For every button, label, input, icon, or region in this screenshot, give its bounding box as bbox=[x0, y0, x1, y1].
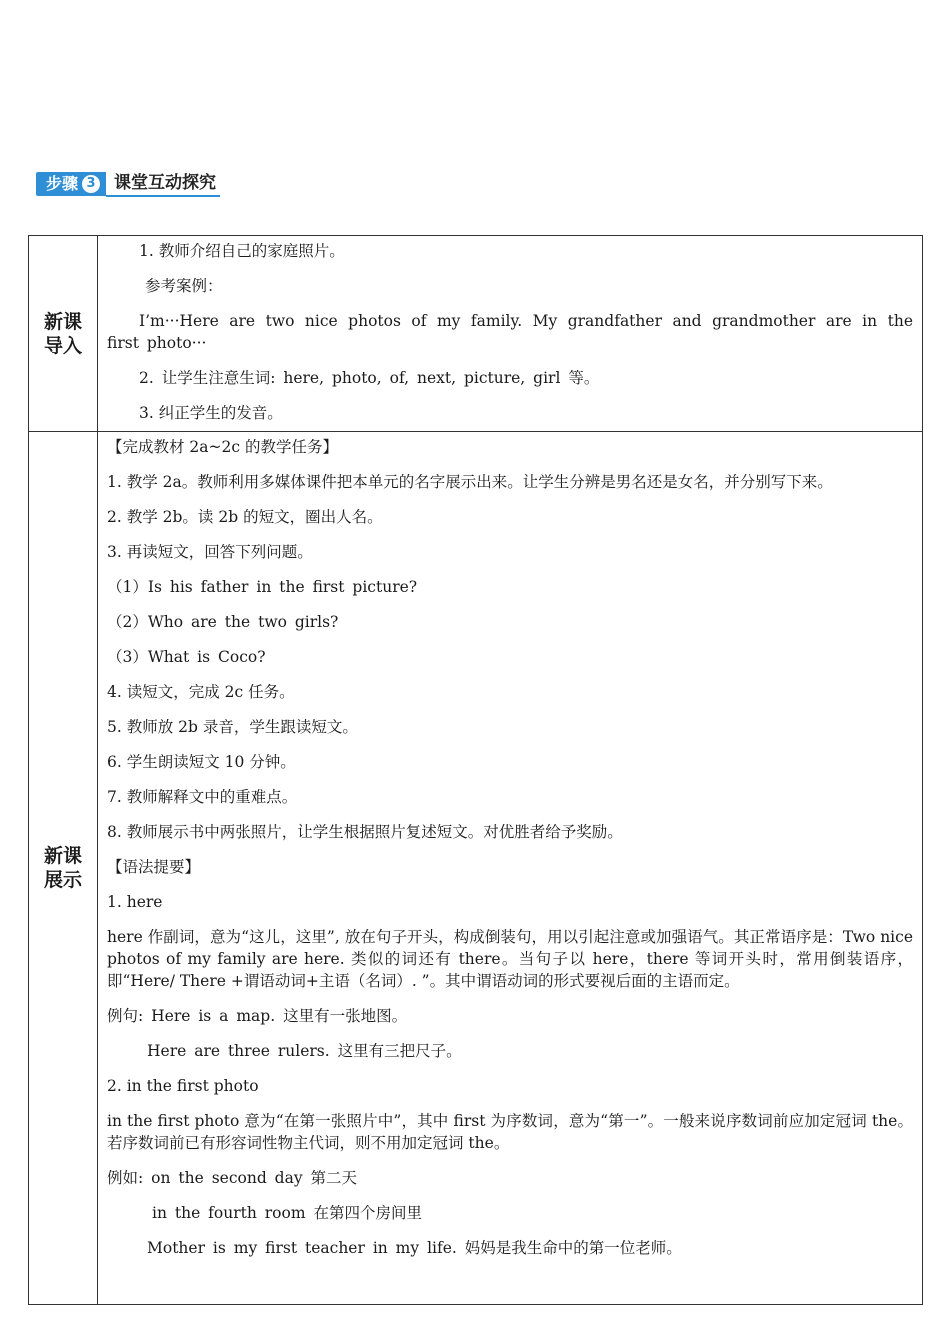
example-sentence: Mother is my first teacher in my life. 妈妈是我生命中的第一位老师。 bbox=[147, 1239, 682, 1257]
intro-line: 3. 纠正学生的发音。 bbox=[139, 404, 283, 422]
step-item: 3. 再读短文，回答下列问题。 bbox=[107, 543, 313, 561]
row-intro bbox=[29, 236, 923, 432]
grammar-point-title: 1. here bbox=[107, 893, 163, 911]
label-presentation bbox=[29, 432, 98, 1305]
example-sentence: in the fourth room 在第四个房间里 bbox=[152, 1204, 422, 1222]
grammar-heading: 【语法提要】 bbox=[107, 858, 201, 876]
step-item: 4. 读短文，完成 2c 任务。 bbox=[107, 683, 295, 701]
intro-line: 参考案例： bbox=[145, 277, 223, 295]
content-intro bbox=[98, 236, 923, 432]
row-presentation bbox=[29, 432, 923, 1305]
content-presentation bbox=[98, 432, 923, 1305]
step-item: 1. 教学 2a。教师利用多媒体课件把本单元的名字展示出来。让学生分辨是男名还是女名，并分别写下来。 bbox=[107, 473, 833, 491]
step-item: 8. 教师展示书中两张照片，让学生根据照片复述短文。对优胜者给予奖励。 bbox=[107, 823, 623, 841]
example-sentence: Here are three rulers. 这里有三把尺子。 bbox=[147, 1042, 462, 1060]
intro-line: I’m···Here are two nice photos of my family. My grandfather and grandmother are in the first photo··· bbox=[107, 312, 913, 352]
task-heading: 【完成教材 2a~2c 的教学任务】 bbox=[107, 438, 338, 456]
intro-line: 1. 教师介绍自己的家庭照片。 bbox=[139, 242, 345, 260]
step-title: 课堂互动探究 bbox=[106, 171, 220, 197]
step-number-badge: 3 bbox=[82, 175, 100, 193]
example-sentence: 例如: on the second day 第二天 bbox=[107, 1169, 358, 1187]
step-item: 5. 教师放 2b 录音，学生跟读短文。 bbox=[107, 718, 358, 736]
step-item: 7. 教师解释文中的重难点。 bbox=[107, 788, 298, 806]
step-tag bbox=[36, 172, 106, 196]
label-intro-line1: 新课 bbox=[43, 310, 82, 333]
step-item: 2. 教学 2b。读 2b 的短文，圈出人名。 bbox=[107, 508, 383, 526]
lesson-table bbox=[28, 235, 923, 1305]
step-item: 6. 学生朗读短文 10 分钟。 bbox=[107, 753, 296, 771]
grammar-paragraph: in the first photo 意为“在第一张照片中”，其中 first 为序数词，意为“第一”。一般来说序数词前应加定冠词 the。若序数词前已有形容词性物主代词，则不用加定冠词 the。 bbox=[107, 1112, 913, 1152]
step-label: 步骤 bbox=[46, 174, 79, 193]
intro-line: 2. 让学生注意生词: here, photo, of, next, picture, girl 等。 bbox=[139, 369, 600, 387]
grammar-paragraph: here 作副词，意为“这儿，这里”, 放在句子开头，构成倒装句，用以引起注意或加强语气。其正常语序是：Two nice photos of my family are here. 类似的词还有 there。当句子以 here，there 等词开头时，常用倒装语序，即“Here/ There +谓语动词+主语（名词）. ”。其中谓语动词的形式要视后面的主语而定。 bbox=[107, 928, 913, 990]
question-item: （2）Who are the two girls? bbox=[107, 613, 339, 631]
label-presentation-line2: 展示 bbox=[43, 869, 82, 891]
step-banner bbox=[36, 172, 220, 196]
question-item: （3）What is Coco? bbox=[107, 648, 266, 666]
grammar-point-title: 2. in the first photo bbox=[107, 1077, 259, 1095]
label-intro-line2: 导入 bbox=[43, 334, 82, 357]
label-intro bbox=[29, 236, 98, 432]
label-presentation-line1: 新课 bbox=[43, 845, 82, 867]
question-item: （1）Is his father in the first picture? bbox=[107, 578, 418, 596]
example-sentence: 例句: Here is a map. 这里有一张地图。 bbox=[107, 1007, 408, 1025]
